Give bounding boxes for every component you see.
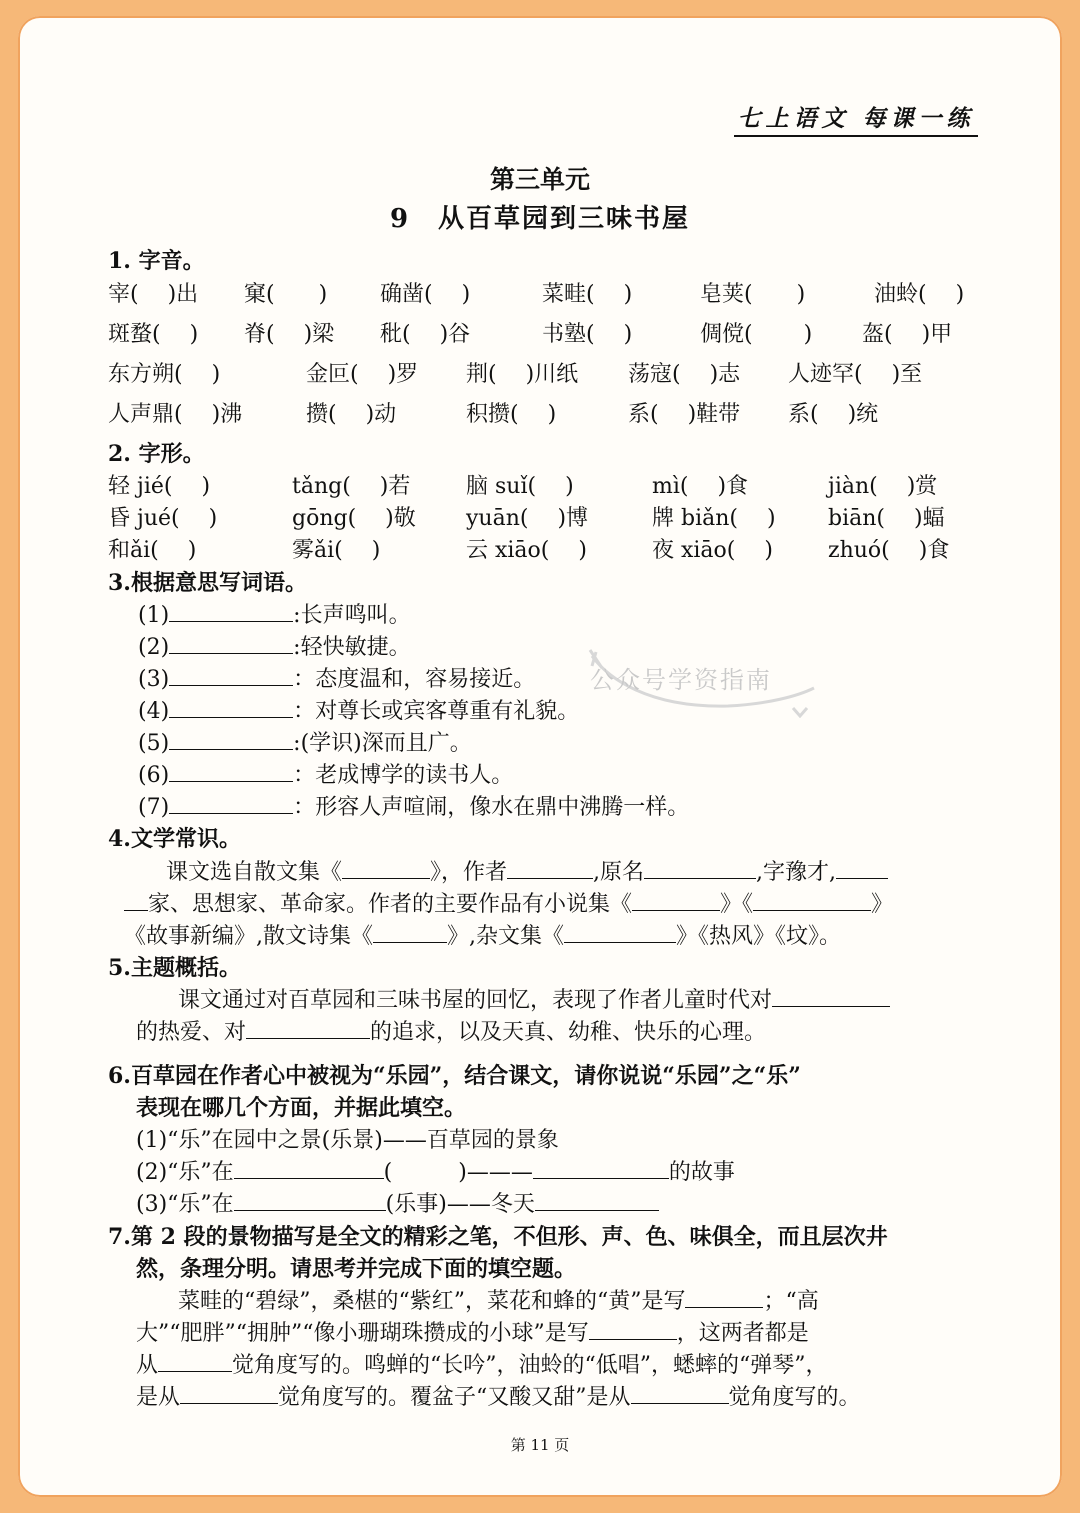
q4-line-2: 家、思想家、革命家。作者的主要作品有小说集《 》《 》 [124,887,893,918]
blank[interactable] [631,1383,729,1404]
q3-item [138,598,411,629]
q7-line-2: 大”“肥胖”“拥肿”“像小珊瑚珠攒成的小球”是写 ，这两者都是 [136,1321,809,1346]
q3-item-text: (学识)深而且广。 [300,731,472,756]
q2-item[interactable]: 脑 suǐ( ) [466,474,574,499]
lesson-title: 9 从百草园到三味书屋 [389,204,691,234]
q2-item[interactable]: 云 xiāo( ) [466,538,587,563]
q5-title: 5.主题概括。 [108,955,241,981]
q6-line-3: (3)“乐”在 (乐事)——冬天 [136,1187,659,1218]
blank[interactable] [169,665,293,686]
q2-item[interactable]: 昏 jué( ) [108,506,218,531]
q1-item[interactable]: 攒( )动 [306,402,397,427]
q3-item-number: (4) [138,699,170,724]
q7-title-1: 7.第 2 段的景物描写是全文的精彩之笔，不但形、声、色、味俱全，而且层次井 [108,1224,888,1250]
blank[interactable] [169,793,293,814]
q2-item[interactable]: 和ǎi( ) [108,538,197,563]
q1-item[interactable]: 荡寇( )志 [628,362,741,387]
q1-item[interactable]: 皂荚( ) [700,282,806,307]
q6-title-2: 表现在哪几个方面，并据此填空。 [136,1095,467,1121]
q1-item[interactable]: 宰( )出 [108,282,199,307]
q1-item[interactable]: 书塾( ) [542,322,633,347]
q1-item[interactable]: 油蛉( ) [874,282,965,307]
q3-item [138,630,411,661]
q1-item[interactable]: 倜傥( ) [700,322,813,347]
q1-item[interactable]: 秕( )谷 [380,322,471,347]
blank[interactable] [158,1351,232,1372]
q3-item-number: (7) [138,795,170,820]
q3-item-sep: : [293,635,301,660]
blank[interactable] [246,1018,370,1039]
q1-item[interactable]: 斑蝥( ) [108,322,199,347]
q2-item[interactable]: 雾ǎi( ) [292,538,381,563]
q3-item-number: (6) [138,763,170,788]
q3-title: 3.根据意思写词语。 [108,570,307,596]
q3-item-sep: : [293,603,301,628]
q2-item[interactable]: 牌 biǎn( ) [652,506,776,531]
blank[interactable] [234,1158,384,1179]
q3-item-sep: : [293,731,301,756]
q5-line-1: 课文通过对百草园和三味书屋的回忆，表现了作者儿童时代对 [178,983,890,1014]
q1-item[interactable]: 人迹罕( )至 [788,362,923,387]
watermark-text: 公众号学资指南 [590,666,772,694]
blank[interactable] [169,601,293,622]
blank[interactable] [234,1190,386,1211]
q3-item-number: (3) [138,667,170,692]
q7-title-2: 然，条理分明。请思考并完成下面的填空题。 [136,1256,577,1282]
q3-item-text: 态度温和，容易接近。 [315,667,536,692]
blank[interactable] [180,1383,278,1404]
q1-item[interactable]: 东方朔( ) [108,362,221,387]
q3-item [138,726,472,757]
blank[interactable] [124,890,148,911]
q2-item[interactable]: 轻 jié( ) [108,474,211,499]
q2-title: 2. 字形。 [108,441,205,467]
q1-item[interactable]: 人声鼎( )沸 [108,402,243,427]
blank[interactable] [169,633,293,654]
q1-title: 1. 字音。 [108,248,205,274]
q2-item[interactable]: gōng( )敬 [292,506,416,531]
blank[interactable] [507,858,593,879]
q2-item[interactable]: biān( )蝠 [828,506,945,531]
q1-item[interactable]: 窠( ) [244,282,328,307]
q3-item [138,694,579,725]
blank[interactable] [644,858,756,879]
q3-item-sep: ： [293,699,316,724]
q4-line-1: 课文选自散文集《 》，作者 ,原名 ,字豫才, [166,855,888,886]
q6-line-2: (2)“乐”在 ( )——— 的故事 [136,1160,735,1185]
blank[interactable] [753,890,871,911]
q3-item-number: (1) [138,603,170,628]
q7-line-1: 菜畦的“碧绿”，桑椹的“紫红”，菜花和蜂的“黄”是写 ；“高 [178,1289,819,1314]
q2-item[interactable]: tǎng( )若 [292,474,411,499]
q3-item-text: 长声鸣叫。 [300,603,411,628]
blank[interactable] [564,922,676,943]
q1-item[interactable]: 盔( )甲 [862,322,953,347]
blank[interactable] [772,986,890,1007]
blank[interactable] [685,1287,763,1308]
blank[interactable] [535,1190,659,1211]
q1-item[interactable]: 系( )统 [788,402,879,427]
q3-item [138,758,513,789]
q6-title-1: 6.百草园在作者心中被视为“乐园”，结合课文，请你说说“乐园”之“乐” [108,1063,801,1089]
q2-item[interactable]: 夜 xiāo( ) [652,538,773,563]
q2-item[interactable]: jiàn( )赏 [828,474,938,499]
q6-line-1: (1)“乐”在园中之景(乐景)——百草园的景象 [136,1128,559,1153]
blank[interactable] [589,1319,677,1340]
q3-item-number: (5) [138,731,170,756]
blank[interactable] [533,1158,669,1179]
q1-item[interactable]: 确凿( ) [380,282,471,307]
blank[interactable] [342,858,430,879]
q3-item [138,790,689,821]
blank[interactable] [373,922,447,943]
q2-item[interactable]: mì( )食 [652,474,749,499]
q1-item[interactable]: 菜畦( ) [542,282,633,307]
q3-item-sep: ： [293,667,316,692]
q3-item-number: (2) [138,635,170,660]
unit-title: 第三单元 [489,165,590,194]
q3-item-text: 形容人声喧闹，像水在鼎中沸腾一样。 [315,795,690,820]
series-title: 七上语文 每课一练 [734,100,978,137]
q7-line-3: 从 觉角度写的。鸣蝉的“长吟”，油蛉的“低唱”，蟋蟀的“弹琴”， [136,1353,828,1378]
q2-item[interactable]: zhuó( )食 [828,538,950,563]
q7-line-4: 是从 觉角度写的。覆盆子“又酸又甜”是从 觉角度写的。 [136,1385,861,1410]
q4-line-3: 《故事新编》,散文诗集《 》,杂文集《 》《热风》《坟》。 [124,924,842,949]
page-number: 第 11 页 [510,1436,570,1454]
q5-line-2: 的热爱、对 的追求，以及天真、幼稚、快乐的心理。 [136,1020,767,1045]
q3-item-sep: ： [293,763,316,788]
q3-item [138,662,535,693]
q1-item[interactable]: 积攒( ) [466,402,557,427]
blank[interactable] [169,761,293,782]
blank[interactable] [836,858,888,879]
q3-item-text: 轻快敏捷。 [300,635,411,660]
q3-item-text: 老成博学的读书人。 [315,763,514,788]
q4-title: 4.文学常识。 [108,826,241,852]
blank[interactable] [169,729,293,750]
q2-item[interactable]: yuān( )博 [466,506,589,531]
q1-item[interactable]: 金叵( )罗 [306,362,419,387]
q3-item-sep: ： [293,795,316,820]
blank[interactable] [632,890,720,911]
blank[interactable] [169,697,293,718]
q1-item[interactable]: 荆( )川纸 [466,362,579,387]
q3-item-text: 对尊长或宾客尊重有礼貌。 [315,699,580,724]
q1-item[interactable]: 脊( )梁 [244,322,335,347]
q1-item[interactable]: 系( )鞋带 [628,402,741,427]
